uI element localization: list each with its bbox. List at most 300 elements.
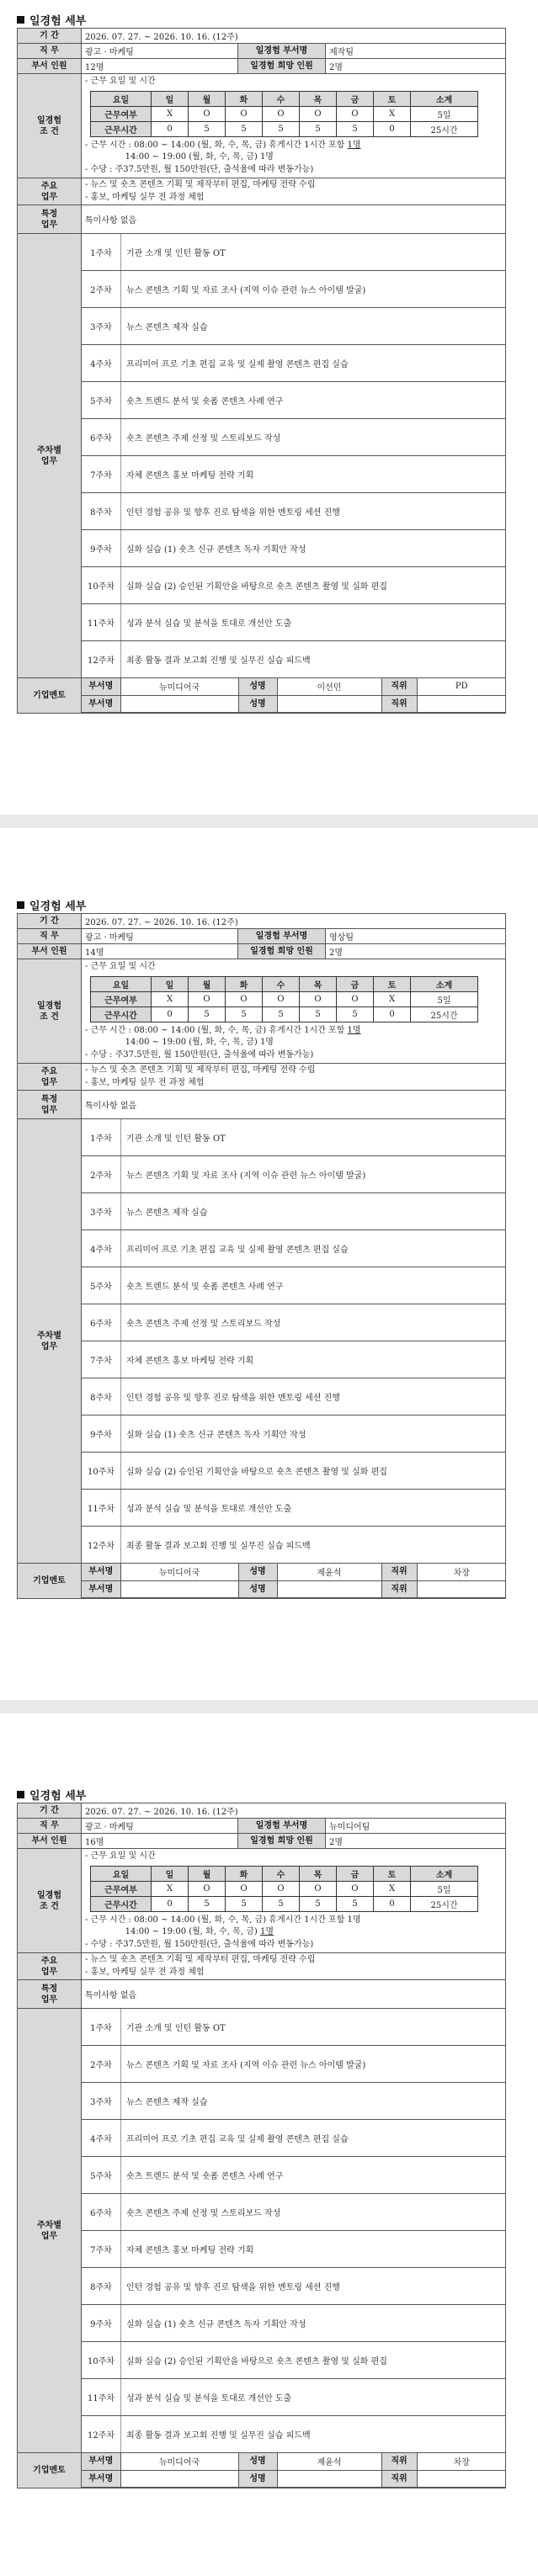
- week-task: 실화 실습 (1) 숏츠 신규 콘텐츠 독자 기획안 작성: [120, 530, 505, 566]
- week-number: 4주차: [90, 2135, 112, 2144]
- week-number: 5주차: [90, 1283, 112, 1292]
- week-task: 프리미어 프로 기초 편집 교육 및 실제 촬영 콘텐츠 편집 실습: [120, 2120, 505, 2156]
- condition-text: - 근무 시간 : 08:00 ~ 14:00 (월, 화, 수, 목, 금) 휴게시간 1시간 포함: [85, 140, 348, 150]
- week-row: [82, 456, 506, 493]
- staff-value: 12명: [82, 59, 238, 74]
- week-row: [82, 308, 506, 345]
- main-task-line: - 홍보, 마케팅 실무 전 과정 체험: [85, 192, 205, 202]
- schedule-cell: 5: [226, 1896, 263, 1911]
- week-number: 3주차: [90, 323, 112, 332]
- week-number: 3주차: [90, 2098, 112, 2107]
- cond-header: - 근무 요일 및 시간: [85, 77, 156, 86]
- conditions-label: 일경험 조 건: [18, 74, 82, 178]
- condition-line: [85, 140, 502, 152]
- week-task: 인턴 경험 공유 및 향후 진로 탐색을 위한 멘토링 세션 진행: [120, 493, 505, 529]
- week-number: 8주차: [90, 508, 112, 518]
- schedule-head-cell: 월: [189, 976, 226, 991]
- period-value: 2026. 07. 27. ~ 2026. 10. 16. (12주): [82, 29, 506, 44]
- week-task: 성과 분석 실습 및 분석을 토대로 개선안 도출: [120, 2379, 505, 2415]
- week-number: 10주차: [87, 1468, 115, 1477]
- week-number: 12주차: [87, 656, 115, 666]
- schedule-head-cell: 토: [374, 976, 411, 991]
- special-value: 특이사항 없음: [82, 1091, 506, 1119]
- mentor-name: 제윤석: [277, 1564, 381, 1580]
- schedule-cell: 5: [300, 1896, 337, 1911]
- condition-text: - 수당 : 주37.5만원, 월 150만원(단, 출석율에 따라 변동가능): [85, 164, 314, 174]
- duty-label: 직 무: [18, 44, 82, 59]
- schedule-cell: O: [337, 106, 374, 121]
- week-row: [82, 493, 506, 530]
- schedule-cell: 5: [189, 121, 226, 136]
- week-number: 2주차: [90, 286, 112, 295]
- mentor-name2-label: 성명: [238, 695, 277, 712]
- schedule-cell: O: [337, 991, 374, 1006]
- hope-label: 일경험 희망 인원: [238, 944, 326, 959]
- dept-value: 제작팀: [326, 44, 506, 59]
- week-task: 실화 실습 (2) 승인된 기획안을 바탕으로 숏츠 콘텐츠 촬영 및 실화 편집: [120, 2342, 505, 2378]
- conditions-cell: [82, 74, 506, 178]
- week-number: 11주차: [87, 1505, 115, 1514]
- duty-value: 광고 · 마케팅: [82, 929, 238, 944]
- week-row: [82, 1378, 506, 1415]
- week-row: [82, 2120, 506, 2157]
- schedule-head-cell: 수: [263, 976, 300, 991]
- schedule-head-cell: 금: [337, 1866, 374, 1881]
- schedule-cell: 0: [152, 121, 189, 136]
- schedule-cell: O: [226, 1881, 263, 1896]
- schedule-cell: O: [189, 991, 226, 1006]
- schedule-cell: 5: [226, 1006, 263, 1022]
- square-bullet-icon: [17, 16, 24, 24]
- schedule-cell: 25시간: [411, 1896, 478, 1911]
- schedule-cell: 5: [337, 1006, 374, 1022]
- staff-label: 부서 인원: [18, 59, 82, 74]
- square-bullet-icon: [17, 901, 24, 909]
- schedule-head-cell: 소계: [411, 1866, 478, 1881]
- week-number: 6주차: [90, 2209, 112, 2218]
- duty-label: 직 무: [18, 929, 82, 944]
- schedule-cell: 5일: [411, 1881, 478, 1896]
- page-separator: [0, 815, 538, 828]
- section-title: [17, 1786, 86, 1803]
- week-task: 인턴 경험 공유 및 향후 진로 탐색을 위한 멘토링 세션 진행: [120, 2268, 505, 2304]
- hope-value: 2명: [326, 59, 506, 74]
- schedule-head-cell: 월: [189, 91, 226, 106]
- week-task: 실화 실습 (2) 승인된 기획안을 바탕으로 숏츠 콘텐츠 촬영 및 실화 편집: [120, 1453, 505, 1489]
- schedule-head-cell: 요일: [91, 1866, 152, 1881]
- schedule-head-cell: 일: [152, 91, 189, 106]
- week-task: 기관 소개 및 인턴 활동 OT: [120, 1119, 505, 1155]
- week-number: 5주차: [90, 2172, 112, 2181]
- condition-text: 14:00 ~ 19:00 (월, 화, 수, 목, 금) 1명: [85, 152, 274, 162]
- schedule-head-cell: 일: [152, 1866, 189, 1881]
- week-number: 12주차: [87, 2431, 115, 2441]
- schedule-cell: 25시간: [411, 121, 478, 136]
- mentor-pos2-label: 직위: [381, 1580, 417, 1597]
- weekly-label: 주차별 업무: [18, 1119, 82, 1564]
- week-task: 숏츠 트렌드 분석 및 숏폼 콘텐츠 사례 연구: [120, 2157, 505, 2193]
- dept-label: 일경험 부서명: [238, 929, 326, 944]
- schedule-head-cell: 소계: [411, 976, 478, 991]
- week-row: [82, 1193, 506, 1230]
- week-task: 뉴스 콘텐츠 제작 실습: [120, 308, 505, 344]
- mentor-name-label: 성명: [238, 1564, 277, 1580]
- duty-value: 광고 · 마케팅: [82, 1819, 238, 1834]
- week-row: [82, 1267, 506, 1304]
- special-value: 특이사항 없음: [82, 205, 506, 234]
- condition-text: - 수당 : 주37.5만원, 월 150만원(단, 출석율에 따라 변동가능): [85, 1939, 314, 1949]
- condition-underlined: 1명: [347, 140, 361, 150]
- schedule-row-label: 근무시간: [91, 1006, 152, 1022]
- conditions-cell: [82, 1849, 506, 1953]
- duty-label: 직 무: [18, 1819, 82, 1834]
- mentor-phone-label: 부서명: [82, 695, 120, 712]
- main-tasks-cell: [82, 1953, 506, 1980]
- mentor-pos: 차장: [417, 2453, 506, 2470]
- hope-label: 일경험 희망 인원: [238, 1834, 326, 1849]
- week-task: 최종 활동 결과 보고회 진행 및 실무진 실습 피드백: [120, 1527, 505, 1563]
- week-task: 숏츠 콘텐츠 주제 선정 및 스토리보드 작성: [120, 1304, 505, 1341]
- condition-line: [85, 1037, 502, 1049]
- weekly-label: 주차별 업무: [18, 2009, 82, 2453]
- schedule-cell: X: [152, 106, 189, 121]
- schedule-head-cell: 목: [300, 91, 337, 106]
- week-number: 3주차: [90, 1208, 112, 1218]
- mentor-phone: [120, 2470, 238, 2487]
- schedule-cell: 5: [263, 1006, 300, 1022]
- detail-table: [17, 1803, 506, 2488]
- week-row: [82, 2416, 506, 2453]
- dept-value: 뉴미디어팀: [326, 1819, 506, 1834]
- schedule-head-cell: 토: [374, 1866, 411, 1881]
- week-task: 자체 콘텐츠 홍보 마케팅 전략 기획: [120, 2231, 505, 2267]
- week-number: 11주차: [87, 619, 115, 629]
- mentor-label: 기업멘토: [18, 1564, 82, 1599]
- main-tasks-label: 주요 업무: [18, 1064, 82, 1091]
- schedule-head-cell: 목: [300, 1866, 337, 1881]
- week-number: 4주차: [90, 360, 112, 369]
- schedule-cell: O: [189, 1881, 226, 1896]
- hope-label: 일경험 희망 인원: [238, 59, 326, 74]
- week-row: [82, 2194, 506, 2231]
- week-row: [82, 419, 506, 456]
- schedule-cell: 0: [374, 1896, 411, 1911]
- schedule-head-cell: 금: [337, 976, 374, 991]
- detail-section: [0, 896, 538, 1654]
- schedule-head-cell: 수: [263, 1866, 300, 1881]
- condition-text: 14:00 ~ 19:00 (월, 화, 수, 목, 금) 1명: [85, 1038, 274, 1047]
- schedule-head-cell: 화: [226, 976, 263, 991]
- week-task: 뉴스 콘텐츠 기획 및 자료 조사 (지역 이슈 관련 뉴스 아이템 발굴): [120, 1156, 505, 1192]
- mentor-name2-label: 성명: [238, 1580, 277, 1597]
- section-title-text: 일경험 세부: [29, 900, 87, 913]
- condition-text: 14:00 ~ 19:00 (월, 화, 수, 목, 금): [85, 1927, 260, 1936]
- schedule-table: [90, 976, 478, 1022]
- week-task: 숏츠 콘텐츠 주제 선정 및 스토리보드 작성: [120, 419, 505, 455]
- mentor-dept-label: 부서명: [82, 2453, 120, 2470]
- week-number: 6주차: [90, 434, 112, 443]
- mentor-dept: 뉴미디어국: [120, 678, 238, 695]
- condition-line: [85, 151, 502, 164]
- week-row: [82, 567, 506, 604]
- detail-section: [0, 1786, 538, 2543]
- week-row: [82, 530, 506, 567]
- mentor-dept: 뉴미디어국: [120, 2453, 238, 2470]
- period-label: 기 간: [18, 29, 82, 44]
- week-row: [82, 641, 506, 678]
- schedule-cell: O: [300, 1881, 337, 1896]
- section-title: [17, 896, 86, 913]
- mentor-table: [82, 1564, 506, 1598]
- week-row: [82, 345, 506, 382]
- section-title: [17, 11, 86, 28]
- hope-value: 2명: [326, 1834, 506, 1849]
- week-task: 뉴스 콘텐츠 기획 및 자료 조사 (지역 이슈 관련 뉴스 아이템 발굴): [120, 2046, 505, 2082]
- week-row: [82, 271, 506, 308]
- main-tasks-label: 주요 업무: [18, 1953, 82, 1980]
- mentor-name2: [277, 695, 381, 712]
- schedule-cell: O: [263, 991, 300, 1006]
- schedule-cell: 0: [374, 1006, 411, 1022]
- main-tasks-label: 주요 업무: [18, 178, 82, 205]
- week-row: [82, 2268, 506, 2305]
- schedule-cell: 5: [189, 1896, 226, 1911]
- week-task: 프리미어 프로 기초 편집 교육 및 실제 촬영 콘텐츠 편집 실습: [120, 345, 505, 381]
- mentor-table: [82, 678, 506, 713]
- staff-value: 16명: [82, 1834, 238, 1849]
- schedule-row-label: 근무시간: [91, 121, 152, 136]
- week-task: 성과 분석 실습 및 분석을 토대로 개선안 도출: [120, 604, 505, 640]
- schedule-cell: O: [300, 991, 337, 1006]
- schedule-cell: X: [374, 991, 411, 1006]
- condition-text: - 근무 시간 : 08:00 ~ 14:00 (월, 화, 수, 목, 금) 휴게시간 1시간 포함 1명: [85, 1915, 361, 1925]
- main-task-line: - 뉴스 및 숏츠 콘텐츠 기획 및 제작부터 편집, 마케팅 전략 수립: [85, 180, 316, 189]
- week-number: 4주차: [90, 1246, 112, 1255]
- mentor-name2: [277, 2470, 381, 2487]
- conditions-label: 일경험 조 건: [18, 1849, 82, 1953]
- period-label: 기 간: [18, 914, 82, 929]
- week-row: [82, 1304, 506, 1341]
- mentor-name-label: 성명: [238, 678, 277, 695]
- schedule-head-cell: 목: [300, 976, 337, 991]
- conditions-cell: [82, 959, 506, 1064]
- schedule-cell: X: [152, 991, 189, 1006]
- mentor-phone: [120, 1580, 238, 1597]
- week-task: 뉴스 콘텐츠 기획 및 자료 조사 (지역 이슈 관련 뉴스 아이템 발굴): [120, 271, 505, 307]
- week-number: 12주차: [87, 1542, 115, 1551]
- mentor-dept: 뉴미디어국: [120, 1564, 238, 1580]
- week-number: 9주차: [90, 1431, 112, 1440]
- schedule-head-cell: 요일: [91, 976, 152, 991]
- condition-line: [85, 1049, 502, 1062]
- main-task-line: - 뉴스 및 숏츠 콘텐츠 기획 및 제작부터 편집, 마케팅 전략 수립: [85, 1955, 316, 1964]
- schedule-cell: 5일: [411, 106, 478, 121]
- main-tasks-cell: [82, 1064, 506, 1091]
- schedule-head-cell: 화: [226, 91, 263, 106]
- mentor-pos-label: 직위: [381, 678, 417, 695]
- schedule-row-label: 근무여부: [91, 991, 152, 1006]
- hope-value: 2명: [326, 944, 506, 959]
- mentor-name-label: 성명: [238, 2453, 277, 2470]
- week-number: 7주차: [90, 2246, 112, 2255]
- schedule-head-cell: 토: [374, 91, 411, 106]
- schedule-cell: 5: [263, 1896, 300, 1911]
- mentor-cell: [82, 2453, 506, 2488]
- detail-table: [17, 28, 506, 714]
- week-number: 1주차: [90, 1134, 112, 1144]
- week-row: [82, 1156, 506, 1193]
- mentor-name: 제윤석: [277, 2453, 381, 2470]
- schedule-cell: 5: [189, 1006, 226, 1022]
- weekly-label: 주차별 업무: [18, 234, 82, 678]
- week-number: 2주차: [90, 1171, 112, 1181]
- week-row: [82, 1527, 506, 1564]
- mentor-phone: [120, 695, 238, 712]
- mentor-table: [82, 2453, 506, 2488]
- page-separator: [0, 1700, 538, 1713]
- schedule-row-label: 근무시간: [91, 1896, 152, 1911]
- week-task: 숏츠 트렌드 분석 및 숏폼 콘텐츠 사례 연구: [120, 1267, 505, 1304]
- week-task: 성과 분석 실습 및 분석을 토대로 개선안 도출: [120, 1490, 505, 1526]
- week-number: 1주차: [90, 249, 112, 258]
- schedule-cell: 0: [152, 1896, 189, 1911]
- week-number: 9주차: [90, 545, 112, 555]
- cond-header: - 근무 요일 및 시간: [85, 1851, 156, 1861]
- schedule-cell: 0: [374, 121, 411, 136]
- week-number: 7주차: [90, 471, 112, 481]
- schedule-cell: X: [152, 1881, 189, 1896]
- mentor-pos: 차장: [417, 1564, 506, 1580]
- schedule-cell: X: [374, 1881, 411, 1896]
- schedule-head-cell: 소계: [411, 91, 478, 106]
- main-tasks-cell: [82, 178, 506, 205]
- schedule-head-cell: 금: [337, 91, 374, 106]
- mentor-pos-label: 직위: [381, 1564, 417, 1580]
- week-number: 2주차: [90, 2061, 112, 2070]
- week-row: [82, 2046, 506, 2083]
- staff-label: 부서 인원: [18, 1834, 82, 1849]
- schedule-cell: O: [337, 1881, 374, 1896]
- condition-line: [85, 1926, 502, 1939]
- week-row: [82, 604, 506, 641]
- schedule-cell: O: [263, 106, 300, 121]
- schedule-cell: O: [226, 106, 263, 121]
- week-number: 1주차: [90, 2024, 112, 2033]
- week-row: [82, 2342, 506, 2379]
- period-value: 2026. 07. 27. ~ 2026. 10. 16. (12주): [82, 1803, 506, 1819]
- schedule-table: [90, 91, 478, 137]
- week-row: [82, 1490, 506, 1527]
- mentor-dept-label: 부서명: [82, 678, 120, 695]
- week-row: [82, 2157, 506, 2194]
- week-task: 프리미어 프로 기초 편집 교육 및 실제 촬영 콘텐츠 편집 실습: [120, 1230, 505, 1267]
- week-number: 8주차: [90, 2283, 112, 2292]
- schedule-cell: O: [263, 1881, 300, 1896]
- main-task-line: - 홍보, 마케팅 실무 전 과정 체험: [85, 1967, 205, 1977]
- week-task: 숏츠 콘텐츠 주제 선정 및 스토리보드 작성: [120, 2194, 505, 2230]
- schedule-cell: 5: [263, 121, 300, 136]
- week-task: 인턴 경험 공유 및 향후 진로 탐색을 위한 멘토링 세션 진행: [120, 1378, 505, 1415]
- week-row: [82, 2009, 506, 2046]
- week-row: [82, 1230, 506, 1267]
- mentor-pos2-label: 직위: [381, 695, 417, 712]
- special-value: 특이사항 없음: [82, 1980, 506, 2009]
- mentor-label: 기업멘토: [18, 2453, 82, 2488]
- period-value: 2026. 07. 27. ~ 2026. 10. 16. (12주): [82, 914, 506, 929]
- conditions-label: 일경험 조 건: [18, 959, 82, 1064]
- mentor-cell: [82, 1564, 506, 1599]
- week-task: 실화 실습 (2) 승인된 기획안을 바탕으로 숏츠 콘텐츠 촬영 및 실화 편집: [120, 567, 505, 603]
- main-task-line: - 뉴스 및 숏츠 콘텐츠 기획 및 제작부터 편집, 마케팅 전략 수립: [85, 1065, 316, 1075]
- schedule-cell: 5: [226, 121, 263, 136]
- condition-underlined: 1명: [347, 1025, 361, 1035]
- special-label: 특정 업무: [18, 1980, 82, 2009]
- week-task: 자체 콘텐츠 홍보 마케팅 전략 기획: [120, 456, 505, 492]
- mentor-name2-label: 성명: [238, 2470, 277, 2487]
- section-title-text: 일경험 세부: [29, 14, 87, 28]
- week-row: [82, 382, 506, 419]
- week-number: 10주차: [87, 582, 115, 592]
- schedule-table: [90, 1866, 478, 1912]
- week-row: [82, 2231, 506, 2268]
- schedule-cell: 5: [300, 1006, 337, 1022]
- schedule-cell: 5: [300, 121, 337, 136]
- condition-line: [85, 1025, 502, 1038]
- condition-underlined: 1명: [259, 1927, 274, 1936]
- special-label: 특정 업무: [18, 205, 82, 234]
- week-row: [82, 234, 506, 271]
- dept-value: 영상팀: [326, 929, 506, 944]
- schedule-cell: 25시간: [411, 1006, 478, 1022]
- week-number: 9주차: [90, 2320, 112, 2329]
- mentor-pos2: [417, 1580, 506, 1597]
- dept-label: 일경험 부서명: [238, 1819, 326, 1834]
- staff-label: 부서 인원: [18, 944, 82, 959]
- square-bullet-icon: [17, 1791, 24, 1798]
- week-row: [82, 2083, 506, 2120]
- schedule-cell: 5: [337, 121, 374, 136]
- condition-line: [85, 1915, 502, 1927]
- schedule-head-cell: 요일: [91, 91, 152, 106]
- schedule-cell: O: [189, 106, 226, 121]
- mentor-phone-label: 부서명: [82, 1580, 120, 1597]
- week-task: 최종 활동 결과 보고회 진행 및 실무진 실습 피드백: [120, 2416, 505, 2452]
- week-task: 뉴스 콘텐츠 제작 실습: [120, 2083, 505, 2119]
- schedule-cell: 0: [152, 1006, 189, 1022]
- schedule-cell: O: [300, 106, 337, 121]
- week-task: 기관 소개 및 인턴 활동 OT: [120, 2009, 505, 2045]
- schedule-cell: 5일: [411, 991, 478, 1006]
- week-number: 7주차: [90, 1357, 112, 1366]
- week-row: [82, 2305, 506, 2342]
- staff-value: 14명: [82, 944, 238, 959]
- week-task: 실화 실습 (1) 숏츠 신규 콘텐츠 독자 기획안 작성: [120, 2305, 505, 2341]
- main-task-line: - 홍보, 마케팅 실무 전 과정 체험: [85, 1077, 205, 1087]
- week-row: [82, 2379, 506, 2416]
- mentor-phone-label: 부서명: [82, 2470, 120, 2487]
- schedule-head-cell: 수: [263, 91, 300, 106]
- week-number: 6주차: [90, 1320, 112, 1329]
- week-task: 최종 활동 결과 보고회 진행 및 실무진 실습 피드백: [120, 641, 505, 677]
- week-task: 자체 콘텐츠 홍보 마케팅 전략 기획: [120, 1341, 505, 1378]
- detail-section: [0, 11, 538, 768]
- schedule-cell: 5: [337, 1896, 374, 1911]
- mentor-name: 이선민: [277, 678, 381, 695]
- week-task: 실화 실습 (1) 숏츠 신규 콘텐츠 독자 기획안 작성: [120, 1415, 505, 1452]
- week-task: 뉴스 콘텐츠 제작 실습: [120, 1193, 505, 1230]
- condition-line: [85, 164, 502, 177]
- schedule-head-cell: 일: [152, 976, 189, 991]
